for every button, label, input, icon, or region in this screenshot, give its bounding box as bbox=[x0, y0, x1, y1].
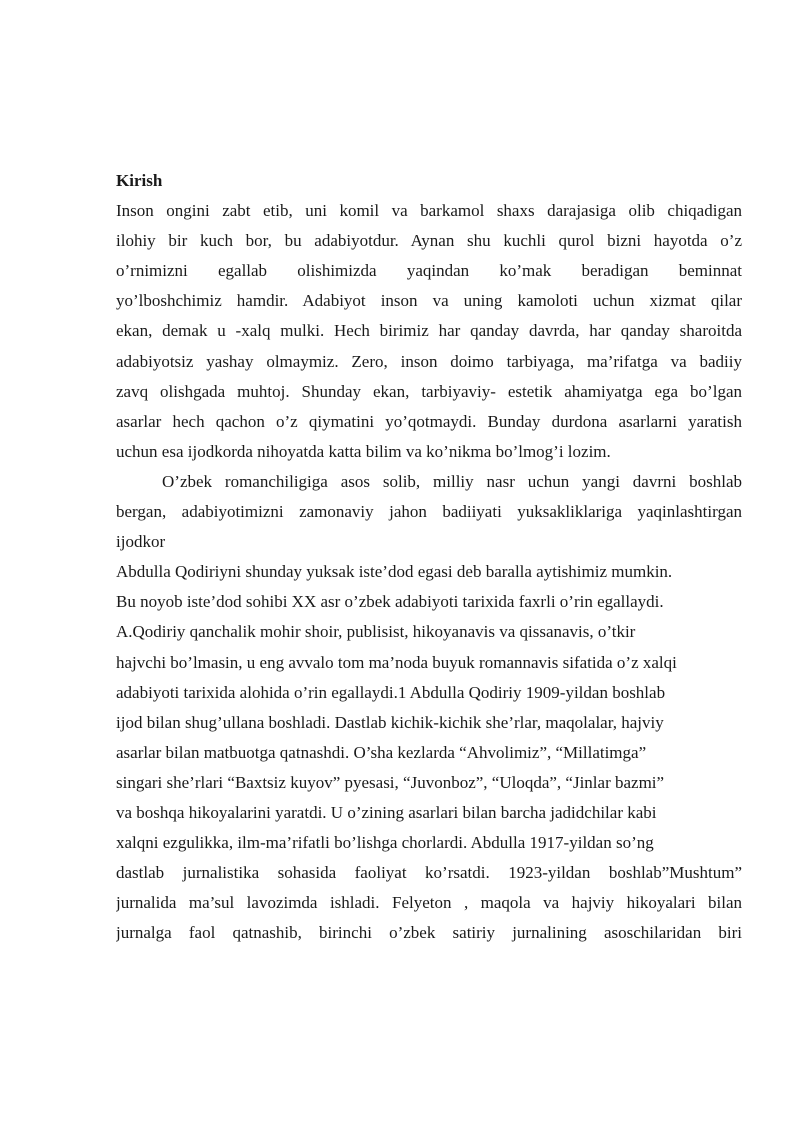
text-line: ekan, demak u -xalq mulki. Hech birimiz har qanday davrda, har qanday sharoitda bbox=[116, 321, 742, 341]
text-line: adabiyotsiz yashay olmaymiz. Zero, inson doimo tarbiyaga, ma’rifatga va badiiy bbox=[116, 351, 742, 371]
text-line: ijodkor bbox=[116, 532, 166, 552]
text-line: o’rnimizni egallab olishimizda yaqindan ko’mak beradigan beminnat bbox=[116, 261, 742, 281]
text-line: O’zbek romanchiligiga asos solib, milliy nasr uchun yangi davrni boshlab bbox=[162, 471, 742, 491]
text-line: Inson ongini zabt etib, uni komil va barkamol shaxs darajasiga olib chiqadigan bbox=[116, 201, 742, 221]
text-line: A.Qodiriy qanchalik mohir shoir, publisist, hikoyanavis va qissanavis, o’tkir bbox=[116, 622, 636, 642]
text-line: jurnalida ma’sul lavozimda ishladi. Felyeton , maqola va hajviy hikoyalari bilan bbox=[116, 893, 742, 913]
text-line: jurnalga faol qatnashib, birinchi o’zbek satiriy jurnalining asoschilaridan biri bbox=[116, 923, 742, 943]
text-line: Abdulla Qodiriyni shunday yuksak iste’dod egasi deb baralla aytishimiz mumkin. bbox=[116, 562, 673, 582]
text-line: va boshqa hikoyalarini yaratdi. U o’zining asarlari bilan barcha jadidchilar kabi bbox=[116, 802, 657, 822]
text-line: asarlar hech qachon o’z qiymatini yo’qotmaydi. Bunday durdona asarlarni yaratish bbox=[116, 411, 742, 431]
section-heading: Kirish bbox=[116, 171, 163, 190]
text-line: yo’lboshchimiz hamdir. Adabiyot inson va uning kamoloti uchun xizmat qilar bbox=[116, 291, 742, 311]
text-line: ilohiy bir kuch bor, bu adabiyotdur. Aynan shu kuchli qurol bizni hayotda o’z bbox=[116, 231, 742, 251]
text-line: zavq olishgada muhtoj. Shunday ekan, tarbiyaviy- estetik ahamiyatga ega bo’lgan bbox=[116, 381, 742, 401]
text-line: xalqni ezgulikka, ilm-ma’rifatli bo’lishga chorlardi. Abdulla 1917-yildan so’ng bbox=[116, 833, 654, 853]
text-line: bergan, adabiyotimizni zamonaviy jahon badiiyati yuksakliklariga yaqinlashtirgan bbox=[116, 502, 742, 522]
text-line: ijod bilan shug’ullana boshladi. Dastlab kichik-kichik she’rlar, maqolalar, hajviy bbox=[116, 712, 664, 732]
document-page bbox=[116, 166, 742, 948]
text-line: uchun esa ijodkorda nihoyatda katta bilim va ko’nikma bo’lmog’i lozim. bbox=[116, 441, 611, 461]
text-line: dastlab jurnalistika sohasida faoliyat ko’rsatdi. 1923-yildan boshlab”Mushtum” bbox=[116, 863, 742, 883]
text-line: Bu noyob iste’dod sohibi XX asr o’zbek adabiyoti tarixida faxrli o’rin egallaydi. bbox=[116, 592, 664, 612]
text-line: singari she’rlari “Baxtsiz kuyov” pyesasi, “Juvonboz”, “Uloqda”, “Jinlar bazmi” bbox=[116, 772, 665, 792]
text-line: adabiyoti tarixida alohida o’rin egallaydi.1 Abdulla Qodiriy 1909-yildan boshlab bbox=[116, 682, 666, 702]
text-line: asarlar bilan matbuotga qatnashdi. O’sha kezlarda “Ahvolimiz”, “Millatimga” bbox=[116, 742, 647, 762]
text-line: hajvchi bo’lmasin, u eng avvalo tom ma’noda buyuk romannavis sifatida o’z xalqi bbox=[116, 652, 677, 672]
